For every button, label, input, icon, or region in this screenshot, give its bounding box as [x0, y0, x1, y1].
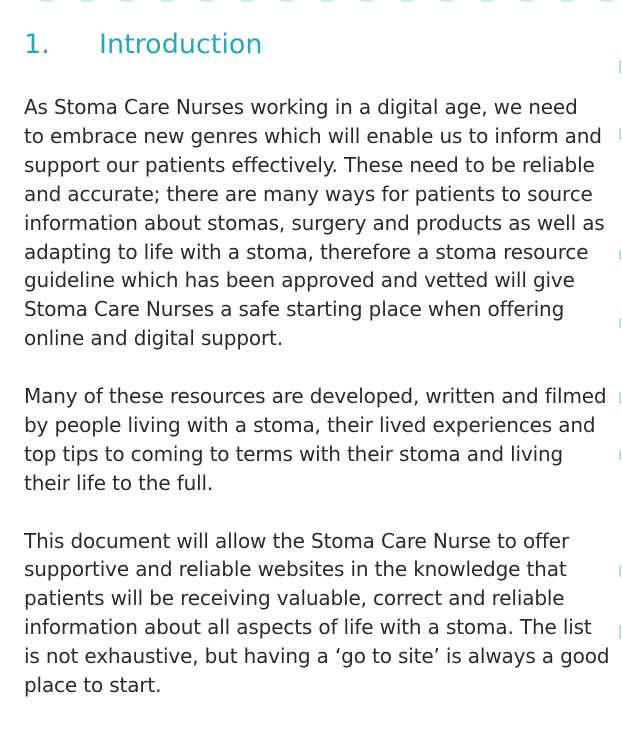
edge-mark	[619, 392, 621, 404]
paragraph-2	[24, 382, 620, 498]
text-line: top tips to coming to terms with their stoma and living	[24, 441, 564, 466]
text-line: to embrace new genres which will enable us to inform and	[24, 123, 602, 148]
decorative-dot	[400, 0, 414, 2]
decorative-dot	[480, 0, 494, 2]
edge-mark	[619, 565, 621, 577]
decorative-dot	[40, 0, 54, 2]
text-line: online and digital support.	[24, 326, 283, 351]
text-line: is not exhaustive, but having a ‘go to site’ is always a good	[24, 644, 610, 669]
decorative-dot	[200, 0, 214, 2]
text-line: place to start.	[24, 673, 162, 698]
text-line: information about stomas, surgery and products as well as	[24, 210, 605, 235]
text-line: This document will allow the Stoma Care Nurse to offer	[24, 528, 570, 553]
decorative-dot	[360, 0, 374, 2]
decorative-dot	[80, 0, 94, 2]
decorative-dot	[320, 0, 334, 2]
decorative-dot	[120, 0, 134, 2]
decorative-dot	[240, 0, 254, 2]
decorative-dot	[600, 0, 614, 2]
edge-mark	[619, 625, 621, 639]
text-line: and accurate; there are many ways for patients to source	[24, 181, 593, 206]
text-line: supportive and reliable websites in the knowledge that	[24, 557, 567, 582]
text-line: adapting to life with a stoma, therefore a stoma resource	[24, 239, 589, 264]
text-line: guideline which has been approved and vetted will give	[24, 268, 575, 293]
text-line: information about all aspects of life with a stoma. The list	[24, 615, 592, 640]
section-number: 1.	[24, 29, 50, 60]
text-line: their life to the full.	[24, 470, 214, 495]
edge-mark	[619, 450, 621, 460]
decorative-dot	[520, 0, 534, 2]
section-heading	[24, 28, 263, 62]
text-line: As Stoma Care Nurses working in a digital age, we need	[24, 95, 578, 119]
paragraph-3	[24, 527, 620, 700]
edge-mark	[619, 318, 621, 328]
decorative-dot	[440, 0, 454, 2]
text-line: by people living with a stoma, their lived experiences and	[24, 412, 596, 437]
text-line: support our patients effectively. These need to be reliable	[24, 152, 595, 177]
decorative-dot	[560, 0, 574, 2]
decorative-dot	[160, 0, 174, 2]
text-line: Many of these resources are developed, written and filmed	[24, 384, 607, 409]
edge-mark	[619, 250, 621, 260]
paragraph-1	[24, 93, 620, 353]
section-title: Introduction	[99, 29, 263, 60]
document-body	[24, 93, 620, 729]
text-line: Stoma Care Nurses a safe starting place when offering	[24, 297, 565, 322]
edge-mark	[619, 60, 621, 74]
edge-mark	[619, 128, 621, 140]
top-decorative-border	[40, 0, 622, 4]
decorative-dot	[280, 0, 294, 2]
text-line: patients will be receiving valuable, correct and reliable	[24, 586, 565, 611]
